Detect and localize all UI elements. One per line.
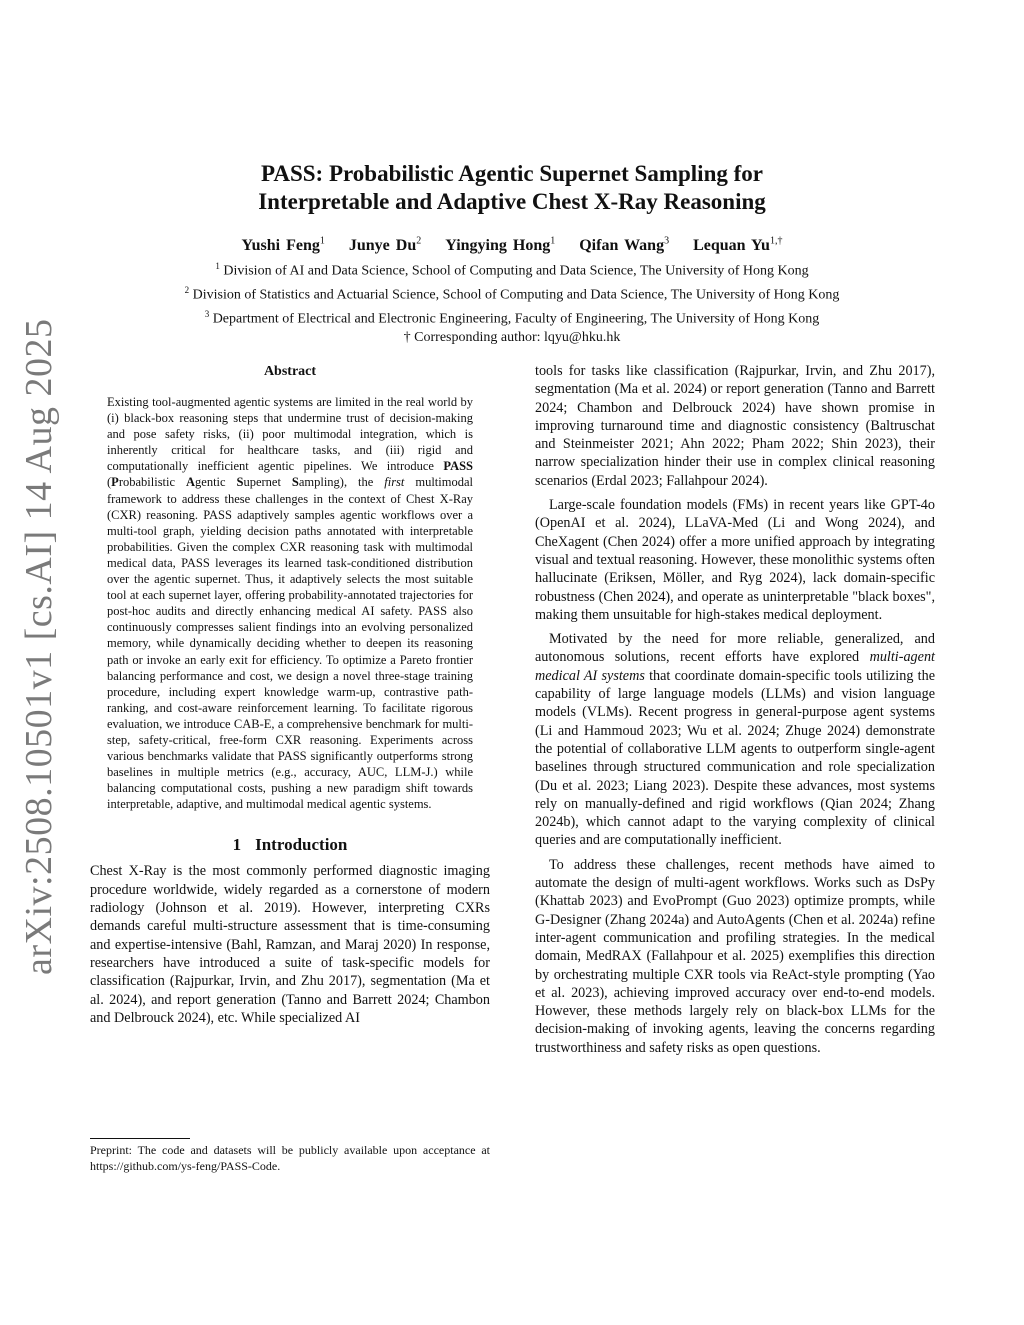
affiliation: [100, 281, 924, 305]
author-name: Yingying Hong: [445, 237, 551, 255]
author: [579, 237, 669, 254]
intro-paragraph: Chest X-Ray is the most commonly performed diagnostic imaging procedure worldwide, widely regarded as a cornerstone of modern radiology (Johnson et al. 2019). However, interpreting CXRs demands careful multi-structure assessment that is time-consuming and expertise-intensive (Bahl, Ramzan, and Maraj 2020) In response, researchers have introduced a suite of task-specific models for classification (Rajpurkar, Irvin, and Zhu 2017), segmentation (Ma et al. 2024), and report generation (Tanno and Barrett 2024; Chambon and Delbrouck 2024), etc. While specialized AI: [90, 863, 490, 1026]
intro-paragraph: Large-scale foundation models (FMs) in recent years like GPT-4o (OpenAI et al. 2024), LLaVA-Med (Li and Wong 2024), and CheXagent (Chen 2024) offer a more unified approach by integrating visual and textual reasoning. However, these monolithic systems often hallucinate (Eriksen, Möller, and Ryg 2024), lack domain-specific robustness (Chen 2024), and operate as uninterpretable "black boxes", making them unsuitable for high-stakes medical deployment.: [535, 497, 935, 623]
author-affiliation-mark: 1: [319, 236, 325, 247]
author-affiliation-mark: 1,†: [769, 236, 783, 247]
section-number: 1: [232, 835, 242, 855]
affiliation-mark: 2: [184, 285, 190, 296]
arxiv-identifier-stamp: arXiv:2508.10501v1 [cs.AI] 14 Aug 2025: [18, 318, 60, 975]
intro-paragraph: tools for tasks like classification (Rajpurkar, Irvin, and Zhu 2017), segmentation (Ma et al. 2024) or report generation (Tanno and Barrett 2024; Chambon and Delbrouck 2024) have shown promise in improving turnaround time and diagnostic consistency (Baltruschat and Steinmeister 2021; Ahn 2022; Pham 2022; Shin 2023), their narrow specialization hinder their use in complex clinical reasoning scenarios (Erdal 2023; Fallahpour 2024).: [535, 363, 935, 489]
author-list: [120, 231, 904, 257]
title-line-2: Interpretable and Adaptive Chest X-Ray Reasoning: [258, 189, 766, 214]
corresponding-author: † Corresponding author: lqyu@hku.hk: [403, 330, 621, 346]
paragraph-part: that coordinate domain-specific tools utilizing the capability of large language models (LLMs) and vision language models (VLMs). Recent progress in general-purpose agent systems (Li and Hammoud 2023; Wu et al. 2024; Zhuge 2024) demonstrate the potential of collaborative LLM agents to outperform single-agent baselines through structured communication and role specialization (Du et al. 2023; Liang 2023). Despite these advances, most systems rely on manually-defined and rigid workflows (Qian 2024; Zhang 2024b), which cannot adapt to the varying complexity of clinical queries and are computationally inefficient.: [535, 667, 935, 849]
intro-paragraph: To address these challenges, recent methods have aimed to automate the design of multi-agent workflows. Works such as DsPy (Khattab 2023) and EvoPrompt (Guo 2023) optimize prompts, while G-Designer (Zhang 2024a) and AutoAgents (Chen et al. 2024a) refine inter-agent communication and profiling strategies. In the medical domain, MedRAX (Fallahpour et al. 2025) exemplifies this direction by orchestrating multiple CXR tools via ReAct-style prompting (Yao et al. 2023), achieving improved accuracy over end-to-end models. However, these methods largely rely on black-box LLMs for the decision-making of invoking agents, leaving the concerns regarding trustworthiness and safety risks as open questions.: [535, 856, 935, 1056]
abstract-part: ampling), the: [298, 475, 385, 490]
abstract-part: robabilistic: [118, 475, 186, 490]
author-name: Yushi Feng: [241, 237, 320, 255]
author: [242, 237, 325, 254]
affiliation: [100, 257, 924, 281]
emphasis: multi-agent medical AI systems: [535, 649, 935, 684]
left-column: [90, 362, 490, 1027]
acronym-letter: S: [236, 475, 244, 490]
affiliation-text: Division of Statistics and Actuarial Science, School of Computing and Data Science, The University of Hong Kong: [189, 287, 840, 303]
author-affiliation-mark: 2: [416, 236, 422, 247]
affiliation: [100, 305, 924, 329]
affiliations: [100, 257, 924, 348]
author-name: Qifan Wang: [579, 237, 665, 255]
affiliation-text: Department of Electrical and Electronic Engineering, Faculty of Engineering, The University of Hong Kong: [209, 311, 820, 327]
emphasis: first: [384, 475, 405, 490]
section-title: Introduction: [255, 835, 348, 855]
author: [693, 237, 782, 254]
affiliation-mark: 1: [215, 261, 220, 271]
author: [445, 237, 555, 254]
acronym-letter: S: [291, 475, 299, 490]
title-line-1: PASS: Probabilistic Agentic Supernet Sampling for: [261, 161, 763, 186]
paper-title: [120, 160, 904, 216]
affiliation-mark: 3: [204, 309, 210, 320]
abstract-part: (: [107, 475, 112, 490]
intro-paragraph: [535, 630, 935, 850]
abstract-text: [107, 394, 473, 812]
acronym-letter: P: [111, 475, 119, 490]
acronym-letter: A: [186, 475, 196, 490]
abstract-section: [107, 362, 473, 812]
abstract-part: gentic: [195, 475, 237, 490]
paragraph-part: Motivated by the need for more reliable, generalized, and autonomous solutions, recent efforts have explored: [535, 631, 935, 666]
footnote-rule: [90, 1138, 190, 1139]
abstract-part: Existing tool-augmented agentic systems are limited in the real world by (i) black-box reasoning steps that undermine trust of decision-making and pose safety risks, (ii) poor multimodal integration, which is inherently critical for healthcare tasks, and (iii) rigid and computationally inefficient agentic pipelines. We introduce: [107, 395, 473, 474]
abstract-heading: Abstract: [263, 364, 317, 379]
author: [349, 237, 421, 254]
introduction-heading: [90, 834, 490, 856]
author-affiliation-mark: 3: [664, 236, 670, 247]
author-name: Lequan Yu: [693, 237, 770, 255]
author-name: Junye Du: [348, 237, 417, 255]
abstract-part: multimodal framework to address these challenges in the context of Chest X-Ray (CXR) reasoning. PASS adaptively samples agentic workflows over a multi-tool graph, yielding decision paths annotated with interpretable probabilities. Given the complex CXR reasoning task with multimodal medical data, PASS leverages its learned task-conditioned distribution over the agentic supernet. Thus, it adaptively selects the most suitable tool at each supernet layer, offering probability-annotated trajectories for post-hoc audits and directly enhancing medical AI safety. PASS also continuously compresses salient findings into an evolving personalized memory, while dynamically deciding whether to deepen its reasoning path or invoke an early exit for efficiency. To optimize a Pareto frontier balancing performance and cost, we design a novel three-stage training procedure, including expert knowledge warm-up, contrastive path-ranking, and cost-aware reinforcement learning. To facilitate rigorous evaluation, we introduce CAB-E, a comprehensive benchmark for multi-step, safety-critical, free-form CXR reasoning. Experiments across various benchmarks validate that PASS significantly outperforms strong baselines in multiple metrics (e.g., accuracy, AUC, LLM-J.) while balancing computational costs, pushing a new paradigm shift towards interpretable, adaptive, and multimodal medical agentic systems.: [107, 475, 473, 812]
author-affiliation-mark: 1: [550, 236, 556, 247]
right-column: [535, 362, 935, 1057]
footnote: Preprint: The code and datasets will be publicly available upon acceptance at https://github.com/ys-feng/PASS-Code.: [90, 1143, 490, 1173]
affiliation-text: Division of AI and Data Science, School of Computing and Data Science, The University of Hong Kong: [219, 263, 809, 279]
method-name: PASS: [443, 459, 473, 474]
abstract-part: upernet: [243, 475, 292, 490]
